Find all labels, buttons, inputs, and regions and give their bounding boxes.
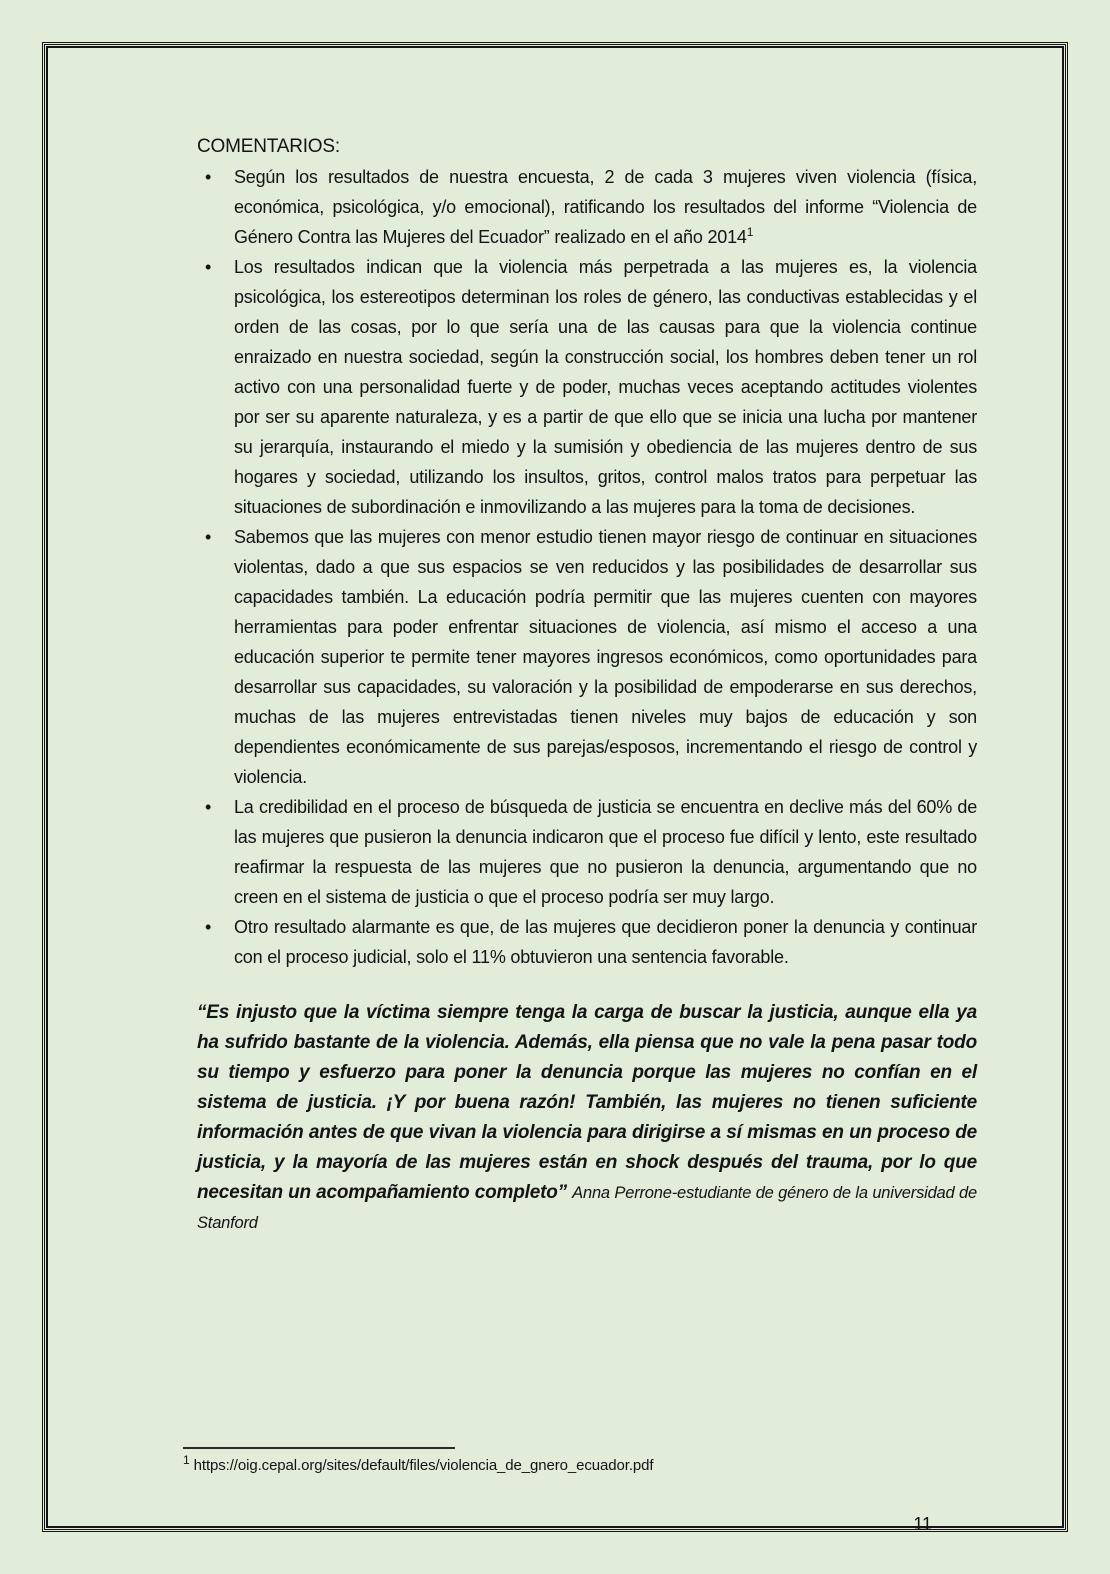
- page-number: 11: [913, 1514, 932, 1534]
- list-item: [197, 162, 977, 252]
- page-border-frame: [42, 42, 1068, 1532]
- list-item: [197, 522, 977, 792]
- footnote: [183, 1453, 883, 1474]
- footnote-reference: 1: [746, 225, 754, 239]
- quote-paragraph: [197, 998, 977, 1238]
- page-border-frame-inner: [46, 46, 1064, 1534]
- list-item: [197, 912, 977, 972]
- bullet-text: Otro resultado alarmante es que, de las mujeres que decidieron poner la denuncia y continuar con el proceso judicial, solo el 11% obtuvieron una sentencia favorable.: [234, 917, 977, 967]
- bullet-icon: •: [205, 257, 212, 277]
- footnote-section: [183, 1447, 883, 1474]
- bullet-icon: •: [205, 527, 212, 547]
- page-border-frame-middle: [44, 44, 1066, 1534]
- page-content: [48, 48, 1062, 1238]
- footnote-marker: 1: [183, 1453, 190, 1467]
- bullet-icon: •: [205, 167, 212, 187]
- bullet-text: Los resultados indican que la violencia más perpetrada a las mujeres es, la violencia psicológica, los estereotipos determinan los roles de género, las conductivas establecidas y el orden de las cosas, por lo que sería una de las causas para que la violencia continue enraizado en nuestra sociedad, según la construcción social, los hombres deben tener un rol activo con una personalidad fuerte y de poder, muchas veces aceptando actitudes violentes por ser su aparente naturaleza, y es a partir de que ello que se inicia una lucha por mantener su jerarquía, instaurando el miedo y la sumisión y obediencia de las mujeres dentro de sus hogares y sociedad, utilizando los insultos, gritos, control malos tratos para perpetuar las situaciones de subordinación e inmovilizando a las mujeres para la toma de decisiones.: [234, 257, 977, 517]
- bullet-text: Según los resultados de nuestra encuesta, 2 de cada 3 mujeres viven violencia (física, económica, psicológica, y/o emocional), ratificando los resultados del informe “Violencia de Género Contra las Mujeres del Ecuador” realizado en el año 2014: [234, 167, 977, 247]
- section-title: COMENTARIOS:: [197, 136, 340, 157]
- bullet-text: Sabemos que las mujeres con menor estudio tienen mayor riesgo de continuar en situaciones violentas, dado a que sus espacios se ven reducidos y las posibilidades de desarrollar sus capacidades también. La educación podría permitir que las mujeres cuenten con mayores herramientas para poder enfrentar situaciones de violencia, así mismo el acceso a una educación superior te permite tener mayores ingresos económicos, como oportunidades para desarrollar sus capacidades, su valoración y la posibilidad de empoderarse en sus derechos, muchas de las mujeres entrevistadas tienen niveles muy bajos de educación y son dependientes económicamente de sus parejas/esposos, incrementando el riesgo de control y violencia.: [234, 527, 977, 787]
- bullet-text: La credibilidad en el proceso de búsqueda de justicia se encuentra en declive más del 60% de las mujeres que pusieron la denuncia indicaron que el proceso fue difícil y lento, este resultado reafirmar la respuesta de las mujeres que no pusieron la denuncia, argumentando que no creen en el sistema de justicia o que el proceso podría ser muy largo.: [234, 797, 977, 907]
- bullet-icon: •: [205, 917, 212, 937]
- footnote-separator: [183, 1447, 455, 1449]
- comments-list: [197, 162, 977, 972]
- footnote-url: https://oig.cepal.org/sites/default/files/violencia_de_gnero_ecuador.pdf: [193, 1457, 654, 1474]
- list-item: [197, 792, 977, 912]
- bullet-icon: •: [205, 797, 212, 817]
- quote-text: “Es injusto que la víctima siempre tenga la carga de buscar la justicia, aunque ella ya ha sufrido bastante de la violencia. Además, ella piensa que no vale la pena pasar todo su tiempo y esfuerzo para poner la denuncia porque las mujeres no confían en el sistema de justicia. ¡Y por buena razón! También, las mujeres no tienen suficiente información antes de que vivan la violencia para dirigirse a sí mismas en un proceso de justicia, y la mayoría de las mujeres están en shock después del trauma, por lo que necesitan un acompañamiento completo”: [197, 1002, 977, 1203]
- quote-attribution: Anna Perrone-estudiante de género de la universidad de Stanford: [197, 1184, 977, 1232]
- list-item: [197, 252, 977, 522]
